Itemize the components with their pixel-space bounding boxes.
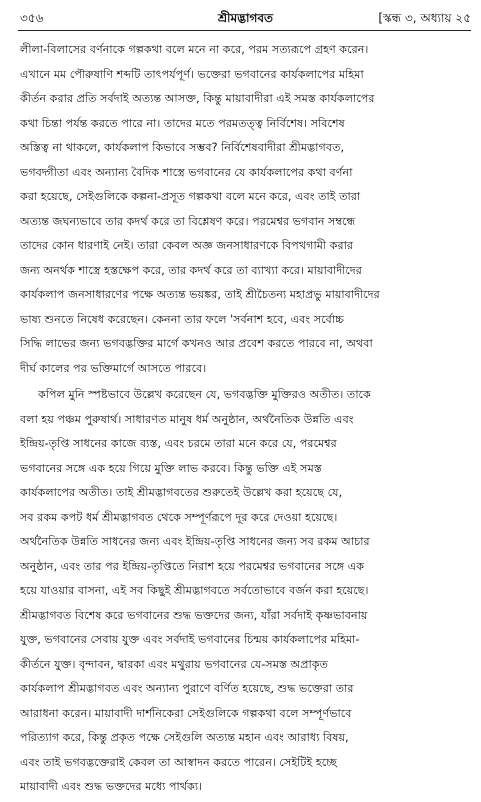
header-rule — [18, 30, 471, 31]
text-line: ইন্দ্রিয়-তৃপ্তি সাধনের কাজে ব্যস্ত, এবং চরমে তারা মনে করে যে, পরমেশ্বর — [20, 437, 337, 450]
text-line: ভগবদ্গীতা এবং অন্যান্য বৈদিক শাস্ত্রে ভগবানের যে কার্যকলাপের কথা বর্ণনা — [20, 165, 353, 179]
text-line: অস্তিত্ব না থাকলে, কার্যকলাপ কিভাবে সম্ভব? নির্বিশেষবাদীরা শ্রীমদ্ভাগবত, — [20, 141, 345, 154]
section-reference: [স্কন্ধ ৩, অধ্যায় ২৫ — [378, 11, 471, 25]
text-line: কার্যকলাপ শ্রীমদ্ভাগবত এবং অন্যান্য পুরাণে বর্ণিত হয়েছে, শুদ্ধ ভক্তেরা তার — [20, 682, 354, 695]
text-line: যুক্ত, ভগবানের সেবায় যুক্ত এবং সর্বদাই ভগবানের চিন্ময় কার্যকলাপের মহিমা- — [20, 633, 360, 646]
text-line: শ্রীমদ্ভাগবত বিশেষ করে ভগবানের শুদ্ধ ভক্তদের জন্য, যাঁরা সর্বদাই কৃষ্ণভাবনায় — [20, 608, 368, 622]
text-line: কপিল মুনি স্পষ্টভাবে উল্লেখ করেছেন যে, ভগবদ্ভক্তি মুক্তিরও অতীত। তাকে — [38, 388, 371, 401]
text-line: মায়াবাদী এবং শুদ্ধ ভক্তদের মধ্যে পার্থক্য। — [20, 780, 203, 793]
text-line: অর্থনৈতিক উন্নতি সাধনের জন্য এবং ইন্দ্রিয়-তৃপ্তি সাধনের জন্য সব রকম আচার — [20, 535, 370, 548]
text-line: অনুষ্ঠান, এবং তার পর ইন্দ্রিয়-তৃপ্তিতে নিরাশ হয়ে পরমেশ্বর ভগবানের সঙ্গে এক — [20, 559, 365, 573]
page-number: ৩৫৬ — [20, 11, 44, 25]
text-line: কার্যকলাপ জনসাধারণের পক্ষে অত্যন্ত ভয়ঙ্কর, তাই শ্রীচৈতন্য মহাপ্রভু মায়াবাদীদের — [20, 288, 380, 301]
text-line: লীলা-বিলাসের বর্ণনাকে গল্পকথা বলে মনে না করে, পরম সত্যরূপে গ্রহণ করেন। — [20, 43, 369, 56]
text-line: ভগবানের সঙ্গে এক হয়ে গিয়ে মুক্তি লাভ করবে। কিন্তু ভক্তি এই সমস্ত — [20, 461, 322, 475]
text-line: এবং তাই ভগবদ্ভক্তেরাই কেবল তা আস্বাদন করতে পারেন। সেইটিই হচ্ছে — [20, 755, 337, 769]
text-line: সব রকম কপট ধর্ম শ্রীমদ্ভাগবত থেকে সম্পূর্ণরূপে দূর করে দেওয়া হয়েছে। — [20, 510, 338, 524]
text-line: পরিত্যাগ করে, কিন্তু প্রকৃত পক্ষে সেইগুলি অত্যন্ত মহান এবং আরাধ্য বিষয়, — [20, 731, 349, 744]
text-line: কীর্তনে যুক্ত। বৃন্দাবন, দ্বারকা এবং মথুরায় ভগবানের যে-সমস্ত অপ্রাকৃত — [20, 657, 329, 671]
text-line: এখানে মম পৌরুষাণি শব্দটি তাৎপর্যপূর্ণ। ভক্তেরা ভগবানের কার্যকলাপের মহিমা — [20, 67, 364, 81]
page-header — [20, 8, 471, 30]
text-line: কথা চিন্তা পর্যন্ত করতে পারে না। তাদের মতে পরমতত্ত্ব নির্বিশেষ। সবিশেষ — [20, 116, 345, 130]
text-line: করা হয়েছে, সেইগুলিকে কল্পনা-প্রসূত গল্পকথা বলে মনে করে, এবং তাই তারা — [20, 190, 361, 203]
text-line: কার্যকলাপের অতীত। তাই শ্রীমদ্ভাগবতের শুরুতেই উল্লেখ করা হয়েছে যে, — [20, 486, 343, 499]
text-line: দীর্ঘ কালের পর ভক্তিমার্গে আসতে পারবে। — [20, 361, 207, 375]
paragraph — [20, 383, 469, 800]
page-body — [20, 38, 469, 802]
text-line: কীর্তন করার প্রতি সর্বদাই অত্যন্ত আসক্ত, কিন্তু মায়াবাদীরা এই সমস্ত কার্যকলাপের — [20, 92, 375, 105]
text-line: অত্যন্ত জঘন্যভাবে তার কদর্থ করে তা বিশ্লেষণ করে। পরমেশ্বর ভগবান সম্বন্ধে — [20, 214, 356, 228]
paragraph — [20, 38, 469, 381]
text-line: জন্য অনর্থক শাস্ত্রে হস্তক্ষেপ করে, তার কদর্থ করে তা ব্যাখ্যা করে। মায়াবাদীদের — [20, 263, 362, 277]
text-line: সিদ্ধি লাভের জন্য ভগবদ্ভক্তির মার্গে কখনও আর প্রবেশ করতে পারবে না, অথবা — [20, 337, 373, 350]
text-line: ভাষ্য শুনতে নিষেধ করেছেন। কেননা তার ফলে 'সর্বনাশ হবে, এবং সর্বোচ্চ — [20, 312, 345, 326]
text-line: তাদের কোন ধারণাই নেই। তারা কেবল অজ্ঞ জনসাধারণকে বিপথগামী করার — [20, 239, 354, 252]
running-title: শ্রীমদ্ভাগবত — [217, 11, 274, 25]
text-line: আরাধনা করেন। মায়াবাদী দার্শনিকেরা সেইগুলিকে গল্পকথা বলে সম্পূর্ণভাবে — [20, 706, 352, 720]
text-line: বলা হয় পঞ্চম পুরুষার্থ। সাধারণত মানুষ ধর্ম অনুষ্ঠান, অর্থনৈতিক উন্নতি এবং — [20, 412, 354, 426]
text-line: হয়ে যাওয়ার বাসনা, এই সব কিছুই শ্রীমদ্ভাগবতে সর্বতোভাবে বর্জন করা হয়েছে। — [20, 584, 369, 597]
